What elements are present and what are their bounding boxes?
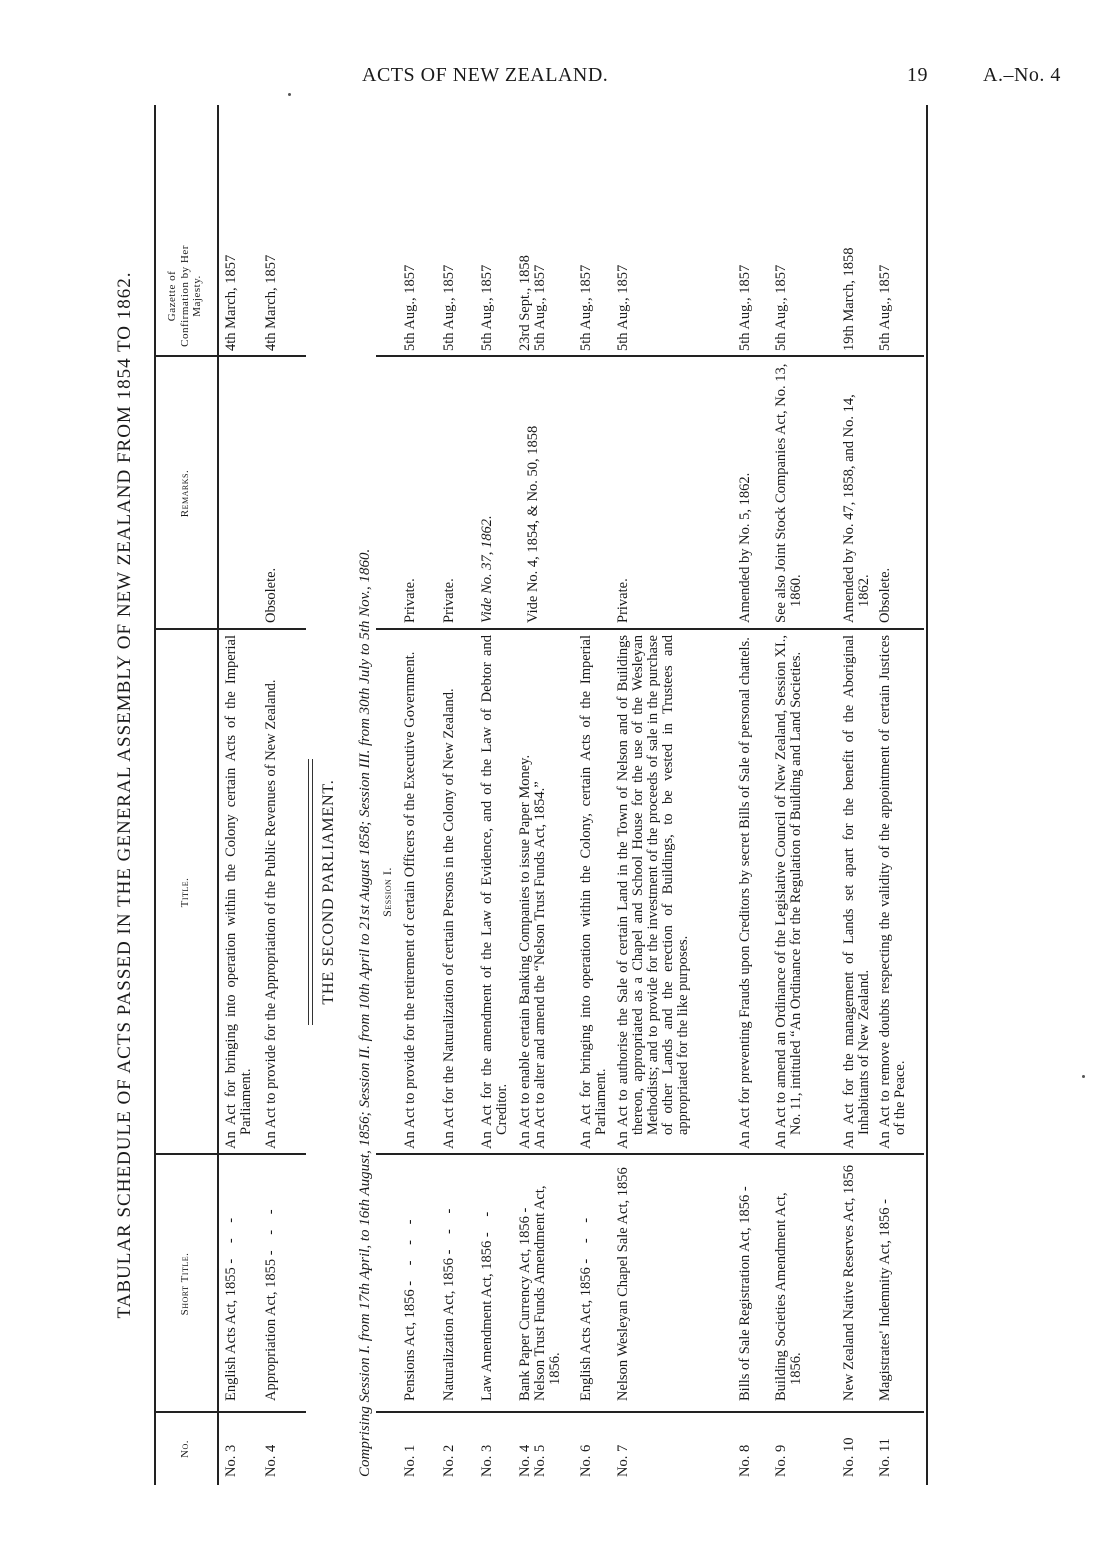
short-title: Bills of Sale Registration Act, 1856 - <box>737 1180 753 1401</box>
column-divider <box>218 629 266 631</box>
short-title: Naturalization Act, 1856 - - - <box>441 1202 457 1401</box>
column-divider <box>376 1412 924 1414</box>
document-reference: A.–No. 4 <box>983 64 1061 86</box>
act-title: An Act for the amendment of the Law of Evidence, and of the Law of Debtor and Creditor. <box>479 635 510 1149</box>
act-title: An Act for the Naturalization of certain Persons in the Colony of New Zealand. <box>441 688 457 1149</box>
act-title: An Act to alter and amend the “Nelson Trust Funds Act, 1854.” <box>532 781 548 1149</box>
short-title: Bank Paper Currency Act, 1856 - <box>517 1201 533 1401</box>
session-dates: Comprising Session I. from 17th April, to 16th August, 1856; Session II. from 10th April to 21st August 1858; Session III. from 30th July to 5th Nov., 1860. <box>357 548 373 1477</box>
schedule-table <box>114 105 934 1485</box>
table-title: TABULAR SCHEDULE OF ACTS PASSED IN THE GENERAL ASSEMBLY OF NEW ZEALAND FROM 1854 TO 1862. <box>114 271 135 1319</box>
column-divider <box>218 1154 266 1156</box>
table-bottom-rule <box>926 105 928 1485</box>
column-divider <box>376 356 924 358</box>
gazette-date: 5th Aug., 1857 <box>578 264 594 351</box>
act-number: No. 3 <box>223 1444 239 1477</box>
act-number: No. 3 <box>479 1444 495 1477</box>
short-title: English Acts Act, 1855 - - - <box>223 1211 239 1401</box>
short-title: English Acts Act, 1856 - - - <box>578 1211 594 1401</box>
running-head <box>0 64 1114 94</box>
remarks: Obsolete. <box>263 567 279 623</box>
short-title: New Zealand Native Reserves Act, 1856 <box>841 1165 857 1401</box>
act-title: An Act to authorise the Sale of certain Land in the Town of Nelson and of Buildings thereon, appropriated as a Chapel and School House for the use of the Wesleyan Methodists; and to provide for the investment of the proceeds of sale in the purchase of other Lands and the erection of Buildings, to be vested in Trustees and appropriated for the like purposes. <box>615 635 691 1149</box>
gazette-date: 5th Aug., 1857 <box>773 264 789 351</box>
act-number: No. 4 <box>263 1444 279 1477</box>
short-title: Nelson Trust Funds Amendment Act, 1856. <box>532 1185 563 1401</box>
column-divider <box>266 1412 306 1414</box>
remarks: Private. <box>615 578 631 623</box>
remarks: Vide No. 4, 1854, & No. 50, 1858 <box>525 425 541 623</box>
act-number: No. 7 <box>615 1444 631 1477</box>
act-number: No. 9 <box>773 1444 789 1477</box>
header-remarks: Remarks. <box>178 469 191 518</box>
print-speck <box>1082 1075 1085 1078</box>
gazette-date: 5th Aug., 1857 <box>402 264 418 351</box>
act-number: No. 6 <box>578 1444 594 1477</box>
short-title: Pensions Act, 1856 - - - - <box>402 1213 418 1401</box>
header-gazette: Gazette of Confirmation by Her Majesty. <box>166 245 204 347</box>
act-title: An Act to provide for the Appropriation of the Public Revenues of New Zealand. <box>263 679 279 1149</box>
act-number: No. 10 <box>841 1437 857 1477</box>
column-divider <box>218 1412 266 1414</box>
short-title: Building Societies Amendment Act, 1856. <box>773 1192 804 1401</box>
gazette-date: 19th March, 1858 <box>841 247 857 351</box>
gazette-date: 5th Aug., 1857 <box>479 264 495 351</box>
session-heading: Session I. <box>380 867 394 917</box>
gazette-date: 23rd Sept., 1858 <box>517 255 533 351</box>
act-title: An Act for bringing into operation within the Colony, certain Acts of the Imperial Parliament. <box>578 635 609 1149</box>
remarks: Private. <box>402 578 418 623</box>
print-speck <box>288 93 291 96</box>
gazette-date: 4th March, 1857 <box>223 254 239 351</box>
header-rule <box>217 105 219 1485</box>
column-divider <box>266 356 306 358</box>
remarks: See also Joint Stock Companies Act, No. 13, 1860. <box>773 363 804 623</box>
gazette-date: 5th Aug., 1857 <box>441 264 457 351</box>
page-number: 19 <box>907 64 928 86</box>
short-title: Appropriation Act, 1855 - - - <box>263 1203 279 1401</box>
gazette-date: 5th Aug., 1857 <box>877 264 893 351</box>
act-title: An Act to amend an Ordinance of the Legislative Council of New Zealand, Session XI., No. 11, intituled “An Ordinance for the Regulation of Building and Land Societies. <box>773 635 804 1149</box>
column-divider <box>376 629 924 631</box>
running-head-title: ACTS OF NEW ZEALAND. <box>362 64 609 86</box>
column-divider <box>218 356 266 358</box>
act-number: No. 5 <box>532 1444 548 1477</box>
gazette-date: 4th March, 1857 <box>263 254 279 351</box>
gazette-date: 5th Aug., 1857 <box>532 264 548 351</box>
remarks: Amended by No. 5, 1862. <box>737 472 753 623</box>
act-title: An Act to remove doubts respecting the validity of the appointment of certain Justices of the Peace. <box>877 635 908 1149</box>
act-title: An Act for preventing Frauds upon Creditors by secret Bills of Sale of personal chattels. <box>737 637 753 1149</box>
header-no: No. <box>178 1440 191 1458</box>
act-title: An Act for the management of Lands set apart for the benefit of the Aboriginal Inhabitants of New Zealand. <box>841 635 872 1149</box>
act-number: No. 8 <box>737 1444 753 1477</box>
gazette-date: 5th Aug., 1857 <box>615 264 631 351</box>
act-title: An Act for bringing into operation within the Colony certain Acts of the Imperial Parliament. <box>223 635 254 1149</box>
short-title: Nelson Wesleyan Chapel Sale Act, 1856 <box>615 1167 631 1401</box>
short-title: Magistrates' Indemnity Act, 1856 - <box>877 1193 893 1401</box>
act-number: No. 11 <box>877 1438 893 1477</box>
parliament-heading: THE SECOND PARLIAMENT. <box>320 779 337 1005</box>
short-title: Law Amendment Act, 1856 - - <box>479 1205 495 1401</box>
column-divider <box>266 1154 306 1156</box>
act-title: An Act to enable certain Banking Companies to issue Paper Money. <box>517 754 533 1149</box>
remarks: Amended by No. 47, 1858, and No. 14, 1862. <box>841 394 872 623</box>
column-divider <box>376 1154 924 1156</box>
column-divider <box>266 629 306 631</box>
header-title: Title. <box>178 877 191 908</box>
act-number: No. 1 <box>402 1444 418 1477</box>
act-number: No. 4 <box>517 1444 533 1477</box>
double-rule <box>308 759 313 1025</box>
act-number: No. 2 <box>441 1444 457 1477</box>
remarks: Vide No. 37, 1862. <box>479 515 495 623</box>
remarks: Private. <box>441 578 457 623</box>
gazette-date: 5th Aug., 1857 <box>737 264 753 351</box>
remarks: Obsolete. <box>877 567 893 623</box>
header-short-title: Short Title. <box>178 1252 191 1316</box>
act-title: An Act to provide for the retirement of certain Officers of the Executive Government. <box>402 651 418 1149</box>
